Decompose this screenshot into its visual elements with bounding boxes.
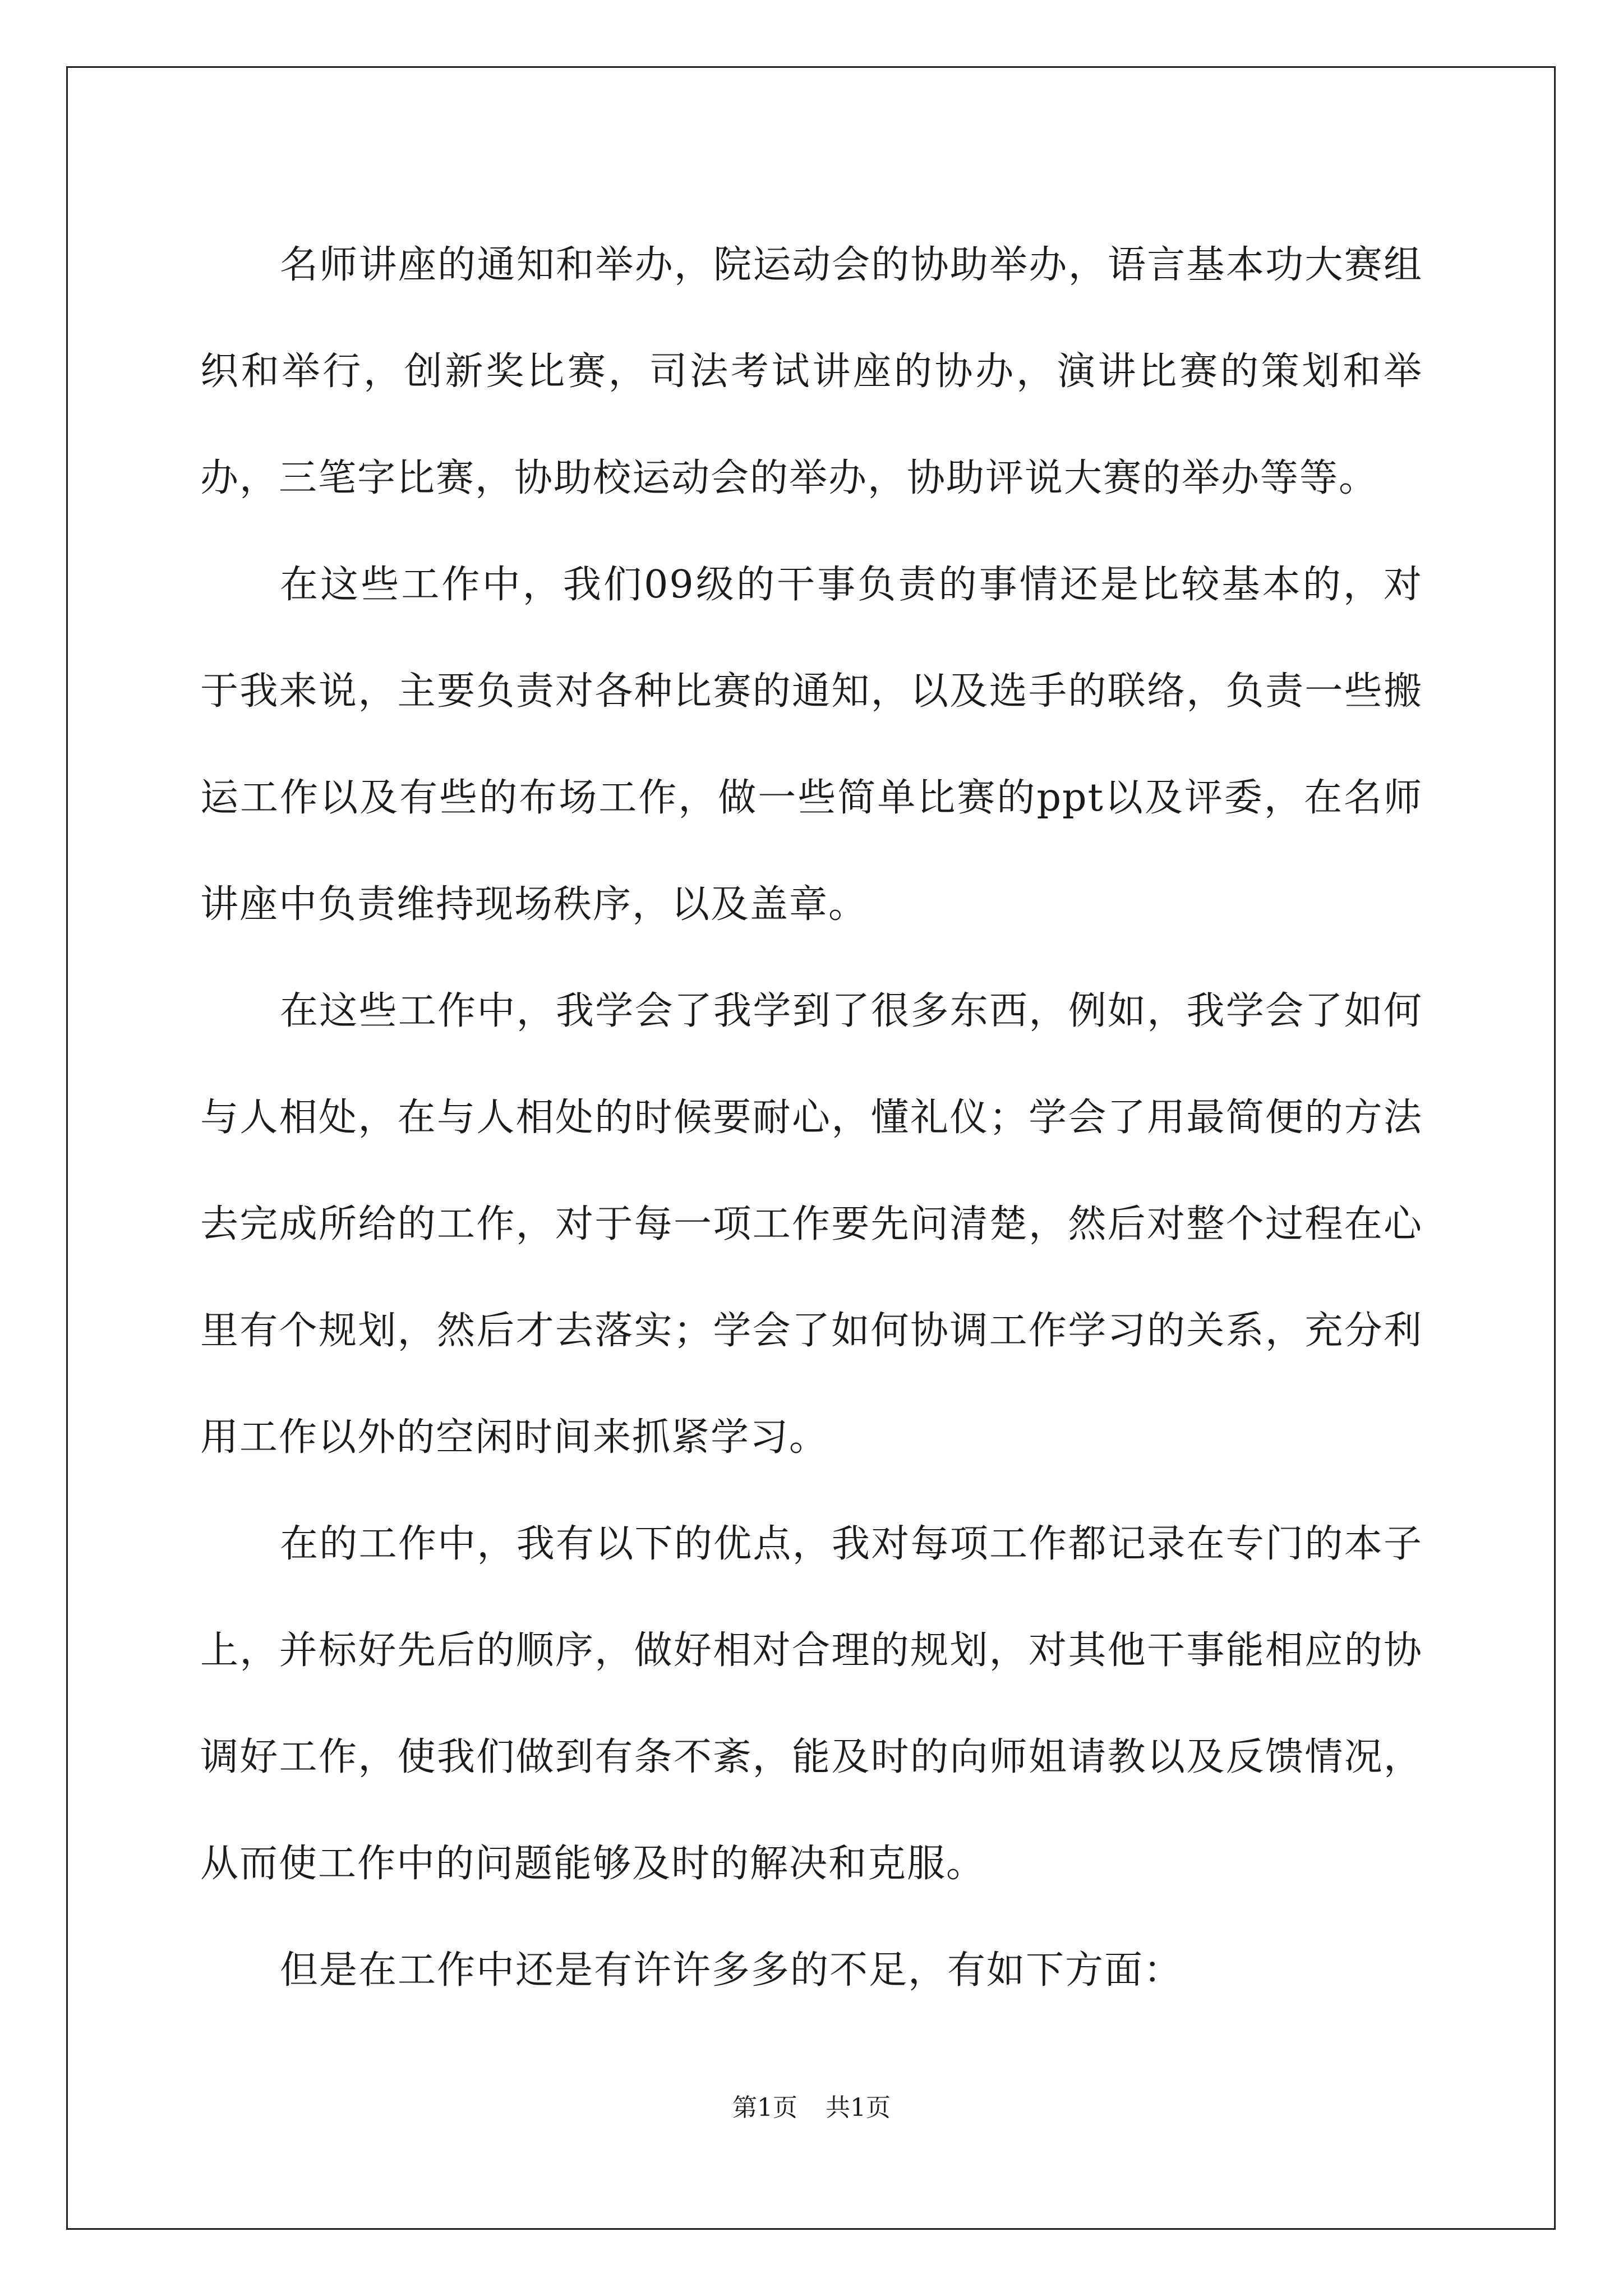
paragraph-3: 在这些工作中，我学会了我学到了很多东西，例如，我学会了如何与人相处，在与人相处的时候要耐心，懂礼仪；学会了用最简便的方法去完成所给的工作，对于每一项工作要先问清楚，然后对整个过程在心里有个规划，然后才去落实；学会了如何协调工作学习的关系，充分利用工作以外的空闲时间来抓紧学习。 xyxy=(200,989,1423,1460)
page-footer xyxy=(0,2091,1623,2125)
page-total: 共1页 xyxy=(826,2093,891,2122)
paragraph-1: 名师讲座的通知和举办，院运动会的协助举办，语言基本功大赛组织和举行，创新奖比赛，司法考试讲座的协办，演讲比赛的策划和举办，三笔字比赛，协助校运动会的举办，协助评说大赛的举办等等。 xyxy=(200,243,1423,500)
document-body xyxy=(200,212,1423,2024)
page-number: 第1页 xyxy=(732,2093,797,2122)
paragraph-5: 但是在工作中还是有许许多多的不足，有如下方面： xyxy=(280,1948,1183,1993)
paragraph-2: 在这些工作中，我们09级的干事负责的事情还是比较基本的，对于我来说，主要负责对各种比赛的通知，以及选手的联络，负责一些搬运工作以及有些的布场工作，做一些简单比赛的ppt以及评委，在名师讲座中负责维持现场秩序，以及盖章。 xyxy=(200,563,1423,927)
paragraph-4: 在的工作中，我有以下的优点，我对每项工作都记录在专门的本子上，并标好先后的顺序，做好相对合理的规划，对其他干事能相应的协调好工作，使我们做到有条不紊，能及时的向师姐请教以及反馈情况，从而使工作中的问题能够及时的解决和克服。 xyxy=(200,1522,1423,1886)
